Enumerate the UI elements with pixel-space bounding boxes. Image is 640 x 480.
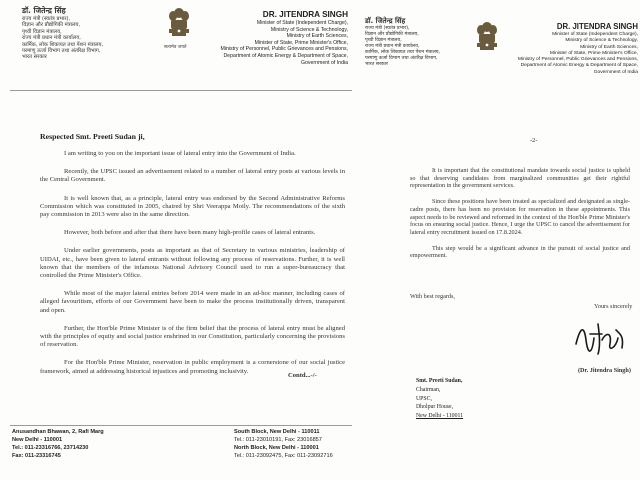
body-paragraph: Since these positions have been treated as specialized and designated as single-cadre posts, there has been no provision for reservation in these appointments. This aspect needs to be reviewed and reformed in the context of the Hon'ble Prime Minister's focus on ensuring social justice. Hence, I urge the UPSC to cancel the advertisement for lateral entry recruitment issued on 17.8.2024. bbox=[410, 198, 630, 236]
english-line: Minister of State (Independent Charge), bbox=[256, 20, 348, 26]
letter-page-2 bbox=[362, 0, 640, 480]
address-line: Dholpur House, bbox=[416, 404, 454, 411]
body-paragraph: I am writing to you on the important issue of lateral entry into the Government of India. bbox=[64, 150, 296, 157]
english-name: DR. JITENDRA SINGH bbox=[262, 10, 348, 19]
address-line: UPSC, bbox=[416, 395, 432, 402]
recipient-address bbox=[416, 377, 463, 421]
english-line: Government of India bbox=[300, 59, 348, 66]
english-line: Ministry of Earth Sciences, bbox=[580, 44, 638, 50]
body-paragraph: For the Hon'ble Prime Minister, reservation in public employment is a cornerstone of our social justice framework, aimed at addressing historical injustices and promoting inclusivity. bbox=[40, 359, 345, 375]
footer-line: Tel.: 011-23316766, 23714230 bbox=[12, 445, 89, 451]
hindi-line: विज्ञान और प्रौद्योगिकी मंत्रालय, bbox=[365, 32, 419, 37]
signatory-name: (Dr. Jitendra Singh) bbox=[578, 367, 631, 374]
hindi-line: विज्ञान और प्रौद्योगिकी मंत्रालय, bbox=[22, 22, 81, 29]
body-paragraph: Further, the Hon'ble Prime Minister is of the firm belief that the process of lateral entry must be aligned with the principles of equity and social justice enshrined in our Constitution, particularly concerning the provisions of reservation. bbox=[40, 324, 345, 349]
body-paragraph: It is well known that, as a principle, lateral entry was endorsed by the Second Administrative Reforms Commission which was constituted in 2005, chaired by Shri Veerappa Moily. The recommendations of the sixth pay commission in 2013 were also in the same direction. bbox=[40, 194, 345, 219]
hindi-line: परमाणु ऊर्जा विभाग तथा अंतरिक्ष विभाग, bbox=[365, 56, 438, 61]
footer-line: Tel.: 011-23010191, Fax: 23016857 bbox=[234, 437, 322, 443]
english-letterhead bbox=[478, 22, 638, 76]
english-line: Minister of State, Prime Minister's Office, bbox=[549, 50, 638, 56]
hindi-line: भारत सरकार bbox=[365, 62, 388, 67]
footer-right-address bbox=[234, 428, 333, 460]
english-line: Minister of State, Prime Minister's Office, bbox=[254, 39, 348, 46]
page-number: -2- bbox=[530, 137, 538, 144]
body-paragraph: Under earlier governments, posts as important as that of Secretary in various ministries, leadership of UIDAI, etc., have been given to lateral entrants without following any process of reservations. Further, it is well known that the members of the infamous National Advisory Council used to run a super-bureaucracy that controlled the Prime Minister's Office. bbox=[40, 247, 345, 280]
footer-line: North Block, New Delhi - 110001 bbox=[234, 445, 319, 451]
footer-line: Tel.: 011-23092475, Fax: 011-23092716 bbox=[234, 453, 333, 459]
yours-sincerely: Yours sincerely bbox=[594, 303, 633, 310]
hindi-line: परमाणु ऊर्जा विभाग तथा अंतरिक्ष विभाग, bbox=[22, 48, 101, 55]
english-line: Government of India bbox=[593, 69, 638, 75]
hindi-line: राज्य मंत्री (स्वतंत्र प्रभार), bbox=[22, 16, 71, 22]
letter-body-page-1 bbox=[40, 150, 345, 386]
body-paragraph: It is important that the constitutional mandate towards social justice is upheld so that deserving candidates from marginalized communities get their rightful representation in the government services. bbox=[410, 167, 630, 190]
hindi-line: राज्य मंत्री (स्वतंत्र प्रभार), bbox=[365, 26, 410, 31]
footer-line: Fax: 011-23316745 bbox=[12, 453, 61, 459]
footer-left-address bbox=[12, 428, 104, 460]
continued-marker: Contd...-/- bbox=[288, 372, 317, 379]
english-letterhead bbox=[148, 10, 348, 66]
header-divider bbox=[10, 90, 352, 91]
address-line: New Delhi - 110011 bbox=[416, 413, 464, 420]
footer-line: New Delhi - 110001 bbox=[12, 437, 63, 443]
letter-body-page-2 bbox=[410, 167, 630, 268]
signature-icon bbox=[572, 314, 628, 364]
hindi-line: पृथ्वी विज्ञान मंत्रालय, bbox=[22, 28, 62, 35]
hindi-line: कार्मिक, लोक शिकायत तथा पेंशन मंत्रालय, bbox=[365, 50, 441, 55]
english-line: Ministry of Earth Sciences, bbox=[286, 33, 348, 40]
hindi-letterhead bbox=[365, 16, 440, 68]
hindi-letterhead bbox=[22, 6, 103, 61]
body-paragraph: Recently, the UPSC issued an advertisement related to a number of lateral entry posts at various levels in the Central Government. bbox=[40, 168, 345, 184]
salutation: Respected Smt. Preeti Sudan ji, bbox=[40, 132, 145, 141]
english-line: Department of Atomic Energy & Department of Space, bbox=[520, 63, 638, 69]
footer-line: Anusandhan Bhawan, 2, Rafi Marg bbox=[12, 429, 104, 435]
hindi-line: राज्य मंत्री प्रधान मंत्री कार्यालय, bbox=[22, 35, 81, 42]
english-line: Ministry of Science & Technology, bbox=[270, 26, 348, 33]
hindi-line: कार्मिक, लोक शिकायत तथा पेंशन मंत्रालय, bbox=[22, 41, 104, 48]
address-line: Smt. Preeti Sudan, bbox=[416, 378, 463, 384]
english-line: Ministry of Personnel, Public Grievances and Pensions, bbox=[517, 57, 638, 63]
english-line: Ministry of Personnel, Public Grievances and Pensions, bbox=[220, 46, 348, 53]
footer-line: South Block, New Delhi - 110011 bbox=[234, 429, 320, 435]
hindi-line: भारत सरकार bbox=[22, 54, 47, 61]
english-line: Ministry of Science & Technology, bbox=[565, 38, 638, 44]
hindi-line: राज्य मंत्री प्रधान मंत्री कार्यालय, bbox=[365, 44, 420, 49]
body-paragraph: This step would be a significant advance in the pursuit of social justice and empowerment. bbox=[410, 244, 630, 260]
address-line: Chairman, bbox=[416, 386, 441, 393]
body-paragraph: However, both before and after that there have been many high-profile cases of lateral entrants. bbox=[64, 229, 316, 237]
emblem-caption: सत्यमेव जयते bbox=[164, 45, 187, 50]
hindi-line: पृथ्वी विज्ञान मंत्रालय, bbox=[365, 38, 402, 43]
closing-regards: With best regards, bbox=[410, 293, 455, 300]
footer-divider bbox=[10, 425, 352, 426]
english-line: Minister of State (Independent Charge), bbox=[552, 32, 638, 37]
english-name: DR. JITENDRA SINGH bbox=[556, 22, 638, 31]
body-paragraph: While most of the major lateral entries before 2014 were made in an ad-hoc manner, including cases of alleged favouritism, efforts of our Government have been to make the process institutionally driven, transparent and open. bbox=[40, 290, 345, 314]
hindi-name: डॉ. जितेन्द्र सिंह bbox=[365, 17, 406, 25]
english-line: Department of Atomic Energy & Department of Space, bbox=[223, 52, 348, 59]
hindi-name: डॉ. जितेन्द्र सिंह bbox=[22, 6, 66, 15]
